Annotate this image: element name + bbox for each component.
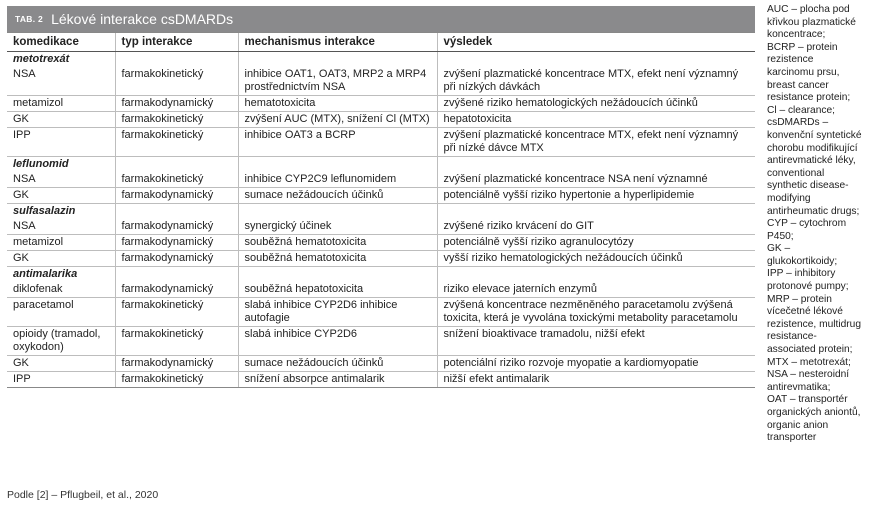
cell-result: riziko elevace jaterních enzymů: [437, 282, 755, 298]
cell-comedication: metamizol: [7, 96, 115, 112]
cell-mechanism: snížení absorpce antimalarik: [238, 372, 437, 388]
empty-cell: [115, 204, 238, 220]
drug-group-row: [7, 204, 755, 220]
table-row: [7, 188, 755, 204]
cell-result: zvýšené riziko hematologických nežádoucích účinků: [437, 96, 755, 112]
empty-cell: [115, 267, 238, 283]
cell-comedication: paracetamol: [7, 298, 115, 327]
abbreviation-entry: Cl – clearance;: [767, 104, 835, 116]
cell-result: zvýšené riziko krvácení do GIT: [437, 219, 755, 235]
cell-result: hepatotoxicita: [437, 112, 755, 128]
drug-group-name: sulfasalazin: [7, 204, 115, 220]
abbreviation-entry: MTX – metotrexát;: [767, 356, 851, 368]
table-row: [7, 112, 755, 128]
cell-mechanism: inhibice CYP2C9 leflunomidem: [238, 172, 437, 188]
cell-type: farmakokinetický: [115, 298, 238, 327]
cell-result: potenciálně vyšší riziko hypertonie a hyperlipidemie: [437, 188, 755, 204]
table-row: [7, 96, 755, 112]
table-title-bar: [7, 6, 755, 32]
cell-type: farmakodynamický: [115, 282, 238, 298]
cell-mechanism: souběžná hematotoxicita: [238, 235, 437, 251]
cell-comedication: GK: [7, 188, 115, 204]
abbreviation-entry: NSA – nesteroidní antirevmatika;: [767, 369, 850, 393]
cell-mechanism: synergický účinek: [238, 219, 437, 235]
table-header-row: [7, 33, 755, 52]
empty-cell: [115, 52, 238, 68]
table-row: [7, 298, 755, 327]
header-komedikace: komedikace: [7, 33, 115, 52]
table-row: [7, 327, 755, 356]
cell-type: farmakodynamický: [115, 219, 238, 235]
cell-type: farmakodynamický: [115, 96, 238, 112]
abbreviation-entry: AUC – plocha pod křivkou plazmatické koncentrace;: [767, 4, 856, 41]
cell-type: farmakokinetický: [115, 128, 238, 157]
cell-type: farmakokinetický: [115, 372, 238, 388]
cell-comedication: IPP: [7, 128, 115, 157]
cell-type: farmakodynamický: [115, 356, 238, 372]
table-row: [7, 67, 755, 96]
cell-mechanism: inhibice OAT1, OAT3, MRP2 a MRP4 prostřednictvím NSA: [238, 67, 437, 96]
table-row: [7, 219, 755, 235]
cell-result: snížení bioaktivace tramadolu, nižší efekt: [437, 327, 755, 356]
empty-cell: [437, 204, 755, 220]
abbreviation-entry: IPP – inhibitory protonové pumpy;: [767, 268, 849, 293]
header-typ-interakce: typ interakce: [115, 33, 238, 52]
cell-mechanism: zvýšení AUC (MTX), snížení Cl (MTX): [238, 112, 437, 128]
cell-comedication: NSA: [13, 173, 36, 185]
table-row: [7, 372, 755, 388]
cell-type: farmakodynamický: [115, 235, 238, 251]
cell-type: farmakodynamický: [115, 251, 238, 267]
cell-mechanism: souběžná hematotoxicita: [238, 251, 437, 267]
cell-result: zvýšená koncentrace nezměněného paracetamolu zvýšená toxicita, která je vyvolána toxickými metabolity paracetamolu: [437, 298, 755, 327]
cell-result: potenciálně vyšší riziko agranulocytózy: [437, 235, 755, 251]
cell-comedication: GK: [7, 112, 115, 128]
table-row: [7, 282, 755, 298]
cell-mechanism: hematotoxicita: [238, 96, 437, 112]
header-mechanismus: mechanismus interakce: [238, 33, 437, 52]
cell-type: farmakokinetický: [115, 327, 238, 356]
interaction-table-panel: [7, 6, 755, 388]
empty-cell: [437, 267, 755, 283]
cell-comedication: IPP: [7, 372, 115, 388]
drug-group-row: [7, 157, 755, 173]
cell-comedication: NSA: [13, 68, 36, 80]
cell-comedication: opioidy (tramadol, oxykodon): [7, 327, 115, 356]
cell-mechanism: slabá inhibice CYP2D6 inhibice autofagie: [238, 298, 437, 327]
empty-cell: [437, 52, 755, 68]
table-row: [7, 356, 755, 372]
cell-comedication: metamizol: [7, 235, 115, 251]
empty-cell: [115, 157, 238, 173]
empty-cell: [238, 157, 437, 173]
cell-result: zvýšení plazmatické koncentrace MTX, efekt není významný při nízké dávce MTX: [437, 128, 755, 157]
table-body: [7, 52, 755, 388]
table-number-label: TAB. 2: [15, 14, 44, 24]
drug-group-name: metotrexát: [7, 52, 115, 68]
table-row: [7, 172, 755, 188]
cell-type: farmakodynamický: [115, 188, 238, 204]
cell-comedication: NSA: [13, 220, 36, 232]
empty-cell: [437, 157, 755, 173]
cell-mechanism: sumace nežádoucích účinků: [238, 188, 437, 204]
cell-type: farmakokinetický: [115, 172, 238, 188]
cell-mechanism: slabá inhibice CYP2D6: [238, 327, 437, 356]
cell-result: zvýšení plazmatické koncentrace NSA není významné: [437, 172, 755, 188]
cell-result: zvýšení plazmatické koncentrace MTX, efekt není významný při nízkých dávkách: [437, 67, 755, 96]
cell-comedication: GK: [7, 251, 115, 267]
cell-mechanism: inhibice OAT3 a BCRP: [238, 128, 437, 157]
table-title: Lékové interakce csDMARDs: [51, 11, 234, 27]
table-row: [7, 235, 755, 251]
cell-result: potenciální riziko rozvoje myopatie a kardiomyopatie: [437, 356, 755, 372]
table-row: [7, 251, 755, 267]
abbreviation-entry: csDMARDs – konvenční syntetické chorobu modifikující antirevmatické léky, conventional synthetic disease-modifying antirheumatic drugs;: [767, 117, 862, 217]
cell-type: farmakokinetický: [115, 67, 238, 96]
empty-cell: [238, 267, 437, 283]
cell-comedication: GK: [7, 356, 115, 372]
drug-group-row: [7, 52, 755, 68]
abbreviation-entry: MRP – protein vícečetné lékové rezistence, multidrug resistance-associated protein;: [767, 293, 861, 356]
abbreviation-entry: BCRP – protein rezistence karcinomu prsu, breast cancer resistance protein;: [767, 41, 851, 104]
empty-cell: [238, 204, 437, 220]
header-vysledek: výsledek: [437, 33, 755, 52]
drug-group-name: leflunomid: [7, 157, 115, 173]
cell-result: nižší efekt antimalarik: [437, 372, 755, 388]
cell-mechanism: sumace nežádoucích účinků: [238, 356, 437, 372]
cell-type: farmakokinetický: [115, 112, 238, 128]
source-note: Podle [2] – Pflugbeil, et al., 2020: [7, 489, 159, 501]
abbreviation-entry: GK – glukokortikoidy;: [767, 243, 838, 267]
cell-comedication: diklofenak: [13, 283, 63, 295]
drug-group-name: antimalarika: [7, 267, 115, 283]
drug-group-row: [7, 267, 755, 283]
cell-result: vyšší riziko hematologických nežádoucích účinků: [437, 251, 755, 267]
abbreviation-entry: CYP – cytochrom P450;: [767, 218, 847, 242]
table-row: [7, 128, 755, 157]
empty-cell: [238, 52, 437, 68]
interaction-table: [7, 32, 755, 388]
abbreviations-sidebar: [767, 4, 863, 445]
cell-mechanism: souběžná hepatotoxicita: [238, 282, 437, 298]
abbreviation-entry: OAT – transportér organických aniontů, organic anion transporter: [767, 394, 861, 444]
